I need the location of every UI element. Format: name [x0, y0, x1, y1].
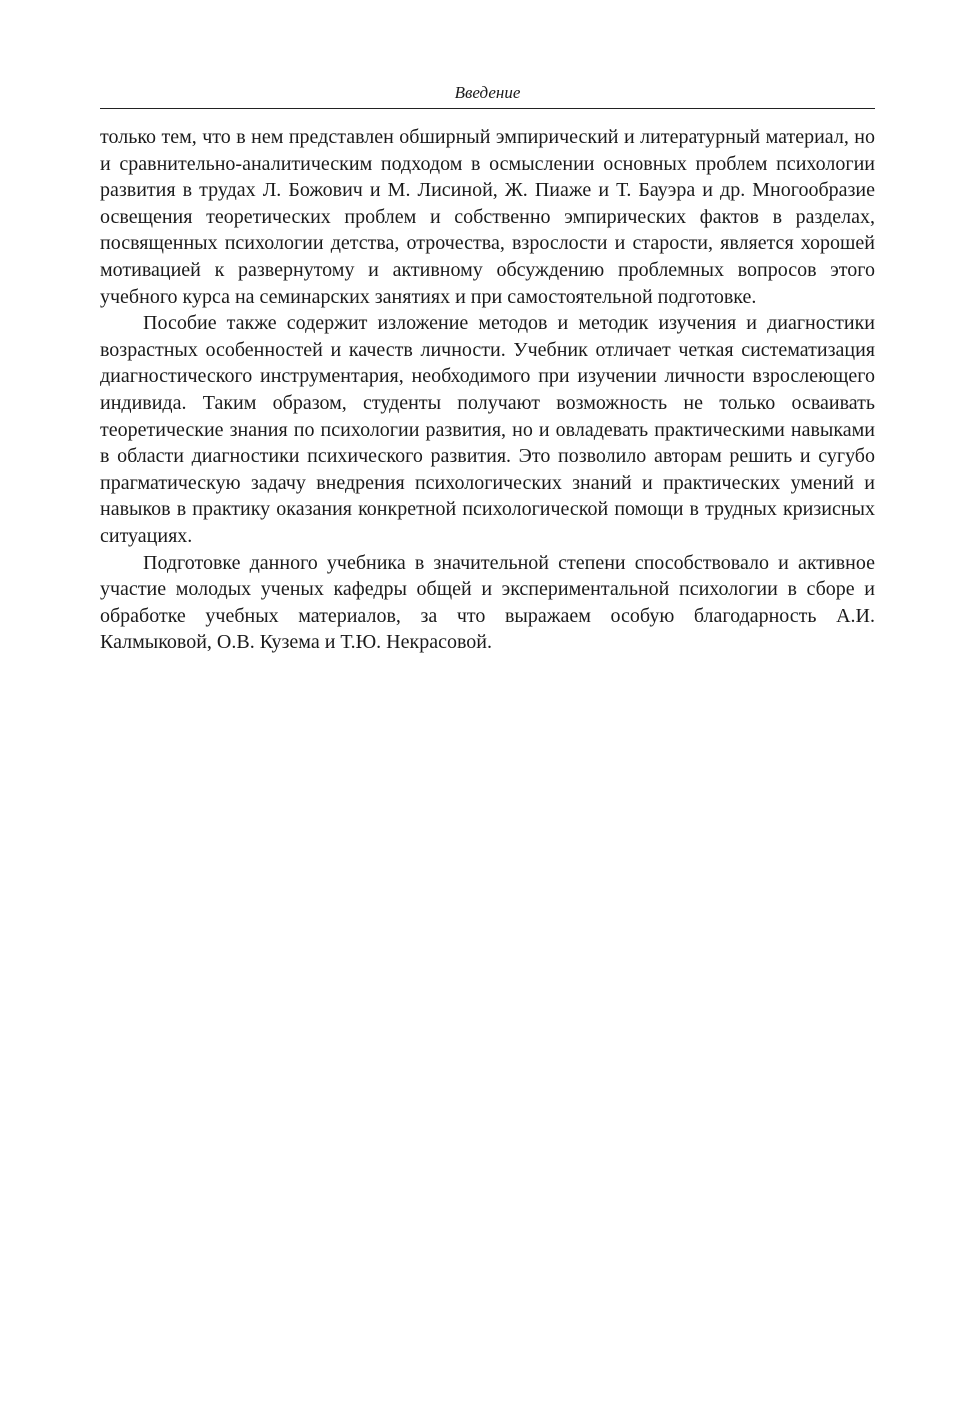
paragraph-1: только тем, что в нем представлен обширный эмпирический и литературный материал, но и сравнительно-аналитическим подходом в осмыслении основных проблем психологии развития в трудах Л. Божович и М. Лисиной, Ж. Пиаже и Т. Бауэра и др. Многообразие освещения теоретических проблем и собственно эмпирических фактов в разделах, посвященных психологии детства, отрочества, взрослости и старости, является хорошей мотивацией к развернутому и активному обсуждению проблемных вопросов этого учебного курса на семинарских занятиях и при самостоятельной подготовке.	[100, 126, 875, 308]
page-body	[100, 124, 875, 656]
paragraph-2: Пособие также содержит изложение методов и методик изучения и диагностики возрастных особенностей и качеств личности. Учебник отличает четкая систематизация диагностического инструментария, необходимого при изучении личности взрослеющего индивида. Таким образом, студенты получают возможность не только осваивать теоретические знания по психологии развития, но и овладевать практическими навыками в области диагностики психического развития. Это позволило авторам решить и сугубо прагматическую задачу внедрения психологических знаний и практических умений и навыков в практику оказания конкретной психологической помощи в трудных кризисных ситуациях.	[100, 312, 875, 547]
paragraph-3: Подготовке данного учебника в значительной степени способствовало и активное участие молодых ученых кафедры общей и экспериментальной психологии в сборе и обработке учебных материалов, за что выражаем особую благодарность А.И. Калмыковой, О.В. Кузема и Т.Ю. Некрасовой.	[100, 551, 875, 654]
running-header	[100, 80, 875, 109]
running-header-title: Введение	[454, 83, 521, 102]
